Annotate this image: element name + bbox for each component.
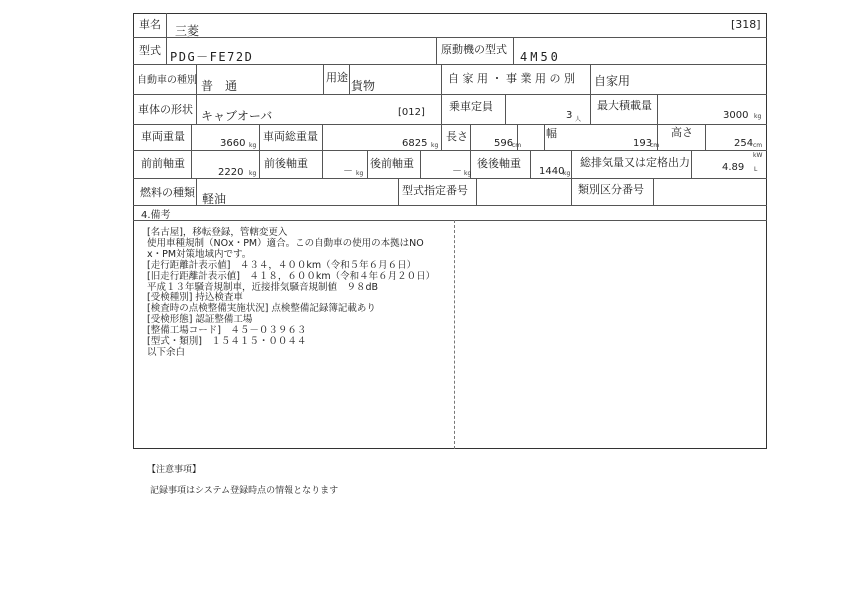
col-divider <box>571 150 572 178</box>
col-divider <box>166 37 167 64</box>
displacement-label: 総排気量又は定格出力 <box>580 156 690 169</box>
col-divider <box>259 150 260 178</box>
vehicle-type-value: 普 通 <box>201 79 238 93</box>
row-divider-1 <box>133 37 767 38</box>
col-divider <box>322 124 323 150</box>
col-divider <box>476 178 477 205</box>
width-label: 幅 <box>546 127 557 140</box>
remarks-body <box>147 228 435 359</box>
row-divider-4 <box>133 124 767 125</box>
capacity-label: 乗車定員 <box>449 100 493 113</box>
remarks-line: [整備工場コード] ４５－０３９６３ <box>147 325 307 337</box>
col-divider <box>705 124 706 150</box>
notes-section <box>147 462 338 496</box>
model-value: PDG－FE72D <box>170 50 254 64</box>
remarks-line: [検査時の点検整備実施状況] 点検整備記録簿記載あり <box>147 303 376 315</box>
col-divider <box>530 150 531 178</box>
gross-weight-value: 6825 <box>402 138 428 149</box>
remarks-line: [型式・類別] １５４１５・００４４ <box>147 336 307 348</box>
row-divider-3 <box>133 94 767 95</box>
remarks-center-divider <box>454 220 455 449</box>
max-load-unit: kg <box>754 113 762 120</box>
remarks-line: x・PM対策地域内です。 <box>147 248 252 260</box>
height-unit: cm <box>753 142 763 149</box>
rr-axle-value: 1440 <box>539 166 565 177</box>
col-divider <box>191 150 192 178</box>
displacement-value: 4.89 <box>722 162 745 173</box>
col-divider <box>196 94 197 124</box>
type-designation-label: 型式指定番号 <box>402 184 468 197</box>
fuel-value: 軽油 <box>202 192 227 206</box>
height-label: 高さ <box>671 126 693 139</box>
width-value: 193 <box>633 138 653 149</box>
row-divider-7 <box>133 205 767 206</box>
col-divider <box>349 64 350 94</box>
fuel-label: 燃料の種類 <box>140 186 195 199</box>
col-divider <box>441 124 442 150</box>
max-load-label: 最大積載量 <box>597 99 652 112</box>
col-divider <box>590 94 591 124</box>
col-divider <box>322 150 323 178</box>
fr-axle-label: 前後軸重 <box>264 157 308 170</box>
car-name-value: 三菱 <box>175 24 200 38</box>
length-label: 長さ <box>446 130 468 143</box>
col-divider <box>590 64 591 94</box>
col-divider <box>657 94 658 124</box>
gross-weight-unit: kg <box>431 142 439 149</box>
max-load-value: 3000 <box>723 110 749 121</box>
remarks-line: 平成１３年騒音規制車，近接排気騒音規制値 ９８dB <box>147 281 379 293</box>
rf-axle-label: 後前軸重 <box>370 157 414 170</box>
model-label: 型式 <box>139 44 161 57</box>
remarks-line: [名古屋]，移転登録，管轄変更入 <box>147 227 288 238</box>
rr-axle-unit: kg <box>563 170 571 177</box>
displacement-unit-l: L <box>754 166 758 173</box>
col-divider <box>166 13 167 37</box>
body-shape-value: キャブオーバ <box>201 109 273 123</box>
row-divider-8 <box>133 220 767 221</box>
remarks-line: [受検形態] 認証整備工場 <box>147 314 253 326</box>
row-divider-5 <box>133 150 767 151</box>
length-unit: cm <box>512 142 522 149</box>
row-divider-6 <box>133 178 767 179</box>
col-divider <box>323 64 324 94</box>
engine-model-label: 原動機の型式 <box>441 43 507 56</box>
displacement-unit-kw: kW <box>753 152 763 159</box>
col-divider <box>441 94 442 124</box>
col-divider <box>544 124 545 150</box>
body-shape-code: [012] <box>398 107 425 118</box>
length-value: 596 <box>494 138 514 149</box>
remarks-line: [受検種別] 持込検査車 <box>147 292 243 304</box>
rf-axle-unit: kg <box>464 170 472 177</box>
engine-model-value: 4M50 <box>520 50 561 64</box>
capacity-value: 3 <box>566 110 573 121</box>
fr-axle-unit: kg <box>356 170 364 177</box>
remarks-line: [旧走行距離計表示値] ４１８，６００km（令和４年６月２０日） <box>147 270 436 282</box>
col-divider <box>259 124 260 150</box>
car-name-code: [318] <box>731 18 761 31</box>
vehicle-type-label: 自動車の種別 <box>137 75 197 86</box>
ff-axle-unit: kg <box>249 170 257 177</box>
remarks-line: 使用車種規制（NOx・PM）適合。この自動車の使用の本拠はNO <box>147 237 424 249</box>
col-divider <box>441 64 442 94</box>
height-value: 254 <box>734 138 754 149</box>
width-unit: cm <box>650 142 660 149</box>
ff-axle-value: 2220 <box>218 167 244 178</box>
rr-axle-label: 後後軸重 <box>477 157 521 170</box>
category-label: 類別区分番号 <box>578 183 644 196</box>
col-divider <box>691 150 692 178</box>
ff-axle-label: 前前軸重 <box>141 157 185 170</box>
private-business-label: 自 家 用 ・ 事 業 用 の 別 <box>448 72 575 85</box>
gross-weight-label: 車両総重量 <box>263 130 318 143</box>
col-divider <box>571 178 572 205</box>
weight-value: 3660 <box>220 138 246 149</box>
notes-heading: 【注意事項】 <box>147 465 202 475</box>
fr-axle-value: － <box>343 166 353 177</box>
remarks-line: 以下余白 <box>147 346 186 358</box>
body-shape-label: 車体の形状 <box>138 103 193 116</box>
col-divider <box>196 178 197 205</box>
weight-label: 車両重量 <box>141 130 185 143</box>
rf-axle-value: － <box>452 166 462 177</box>
col-divider <box>470 124 471 150</box>
private-business-value: 自家用 <box>594 74 631 88</box>
notes-text: 記録事項はシステム登録時点の情報となります <box>150 486 339 496</box>
col-divider <box>436 37 437 64</box>
col-divider <box>420 150 421 178</box>
remarks-heading: 4.備考 <box>141 210 171 221</box>
row-divider-2 <box>133 64 767 65</box>
car-name-label: 車名 <box>139 18 161 31</box>
col-divider <box>653 178 654 205</box>
col-divider <box>367 150 368 178</box>
col-divider <box>398 178 399 205</box>
capacity-unit: 人 <box>575 116 582 123</box>
usage-value: 貨物 <box>351 79 376 93</box>
weight-unit: kg <box>249 142 257 149</box>
col-divider <box>191 124 192 150</box>
usage-label: 用途 <box>326 71 348 84</box>
remarks-line: [走行距離計表示値] ４３４，４００km（令和５年６月６日） <box>147 259 417 271</box>
col-divider <box>505 94 506 124</box>
col-divider <box>513 37 514 64</box>
